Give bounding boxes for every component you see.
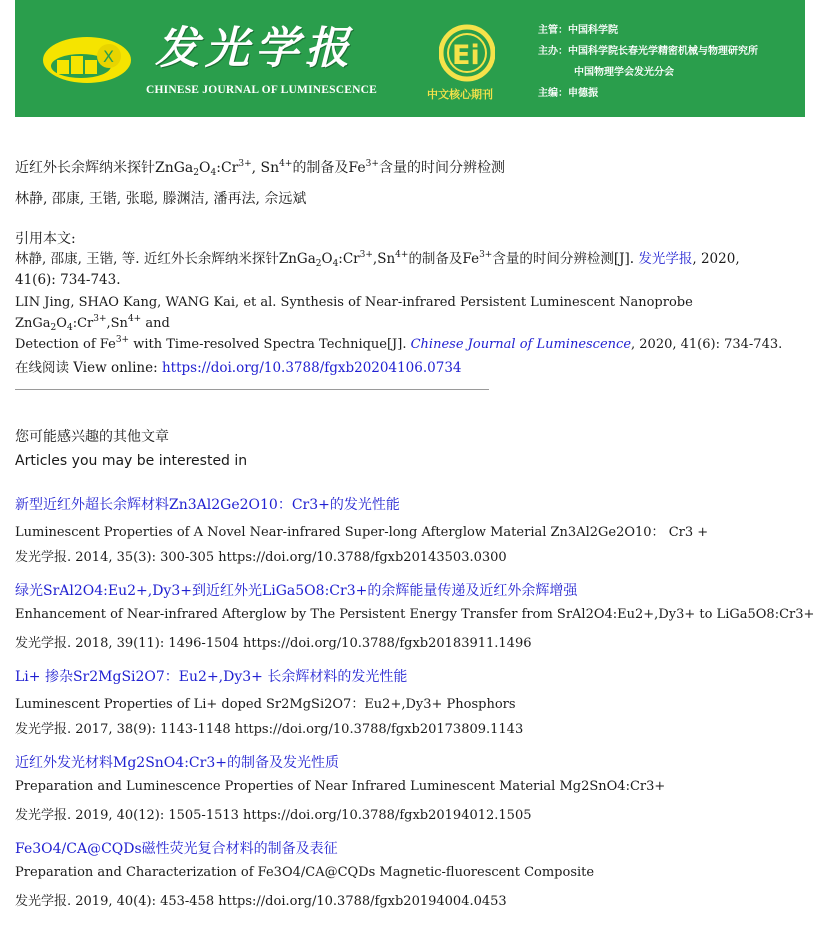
related-article-title-en: Preparation and Characterization of Fe3O4/CA@CQDs Magnetic-fluorescent Composite [15, 865, 595, 880]
citation-cn: 林静, 邵康, 王锴, 等. 近红外长余辉纳米探针$ZnGa_2O_4:Cr^{3+},Sn^{4+}$的制备及$Fe^{3+}$含量的时间分辨检测[J]. 发光学报, 2020, 41(6): 734-743. [15, 250, 740, 288]
ei-logo-text: Ei [452, 40, 480, 71]
journal-title-cn: 发光学报 [155, 23, 355, 74]
sponsor-row: 主办：中国科学院长春光学精密机械与物理研究所 [538, 46, 758, 57]
article-authors: 林静, 邵康, 王锴, 张聪, 滕渊洁, 潘再法, 佘远斌 [15, 191, 307, 207]
citation-en: LIN Jing, SHAO Kang, WANG Kai, et al. Synthesis of Near-infrared Persistent Luminescent Nanoprobe $ZnGa_2O_4:Cr^{3+},Sn^{4+}$ and Detection of $Fe^{3+}$ with Time-resolved Spectra Technique[J]. Chinese Journal of Luminescence, 2020, 41(6): 734-743. [15, 295, 783, 352]
journal-banner [15, 0, 805, 117]
related-article-title-en: Luminescent Properties of A Novel Near-infrared Super-long Afterglow Material Zn3Al2Ge2O10： Cr3 + [15, 525, 709, 540]
sponsor-row: 主编：申德振 [538, 88, 598, 99]
citation-label: 引用本文: [15, 231, 76, 247]
article-title: 近红外长余辉纳米探针$ZnGa_2O_4:Cr^{3+}$, $Sn^{4+}$的制备及$Fe^{3+}$含量的时间分辨检测 [15, 159, 505, 178]
sponsor-list [538, 20, 758, 104]
sponsor-row: 中国物理学会发光分会 [574, 67, 674, 78]
related-article-title-link[interactable]: 近红外发光材料Mg2SnO4:Cr3+的制备及发光性质 [15, 755, 339, 771]
related-article-ref: 发光学报. 2014, 35(3): 300-305 https://doi.org/10.3788/fgxb20143503.0300 [15, 550, 507, 565]
online-reading: 在线阅读 View online: https://doi.org/10.3788/fgxb20204106.0734 [15, 360, 462, 376]
journal-logo [39, 34, 135, 86]
related-article-ref: 发光学报. 2017, 38(9): 1143-1148 https://doi.org/10.3788/fgxb20173809.1143 [15, 722, 524, 737]
related-heading-en: Articles you may be interested in [15, 453, 248, 469]
journal-title-en: CHINESE JOURNAL OF LUMINESCENCE [146, 84, 378, 96]
journal-link-cn[interactable]: 发光学报 [638, 251, 693, 267]
related-article-ref: 发光学报. 2018, 39(11): 1496-1504 https://doi.org/10.3788/fgxb20183911.1496 [15, 636, 532, 651]
related-article-ref: 发光学报. 2019, 40(4): 453-458 https://doi.org/10.3788/fgxb20194004.0453 [15, 894, 507, 909]
core-journal-caption: 中文核心期刊 [427, 88, 493, 101]
doi-link[interactable]: https://doi.org/10.3788/fgxb20204106.0734 [161, 360, 462, 376]
svg-text:X: X [103, 47, 114, 66]
related-article-title-en: Enhancement of Near-infrared Afterglow by The Persistent Energy Transfer from SrAl2O4:Eu2+,Dy3+ to LiGa5O8:Cr3+ [15, 607, 815, 622]
divider [15, 389, 489, 390]
related-article-ref: 发光学报. 2019, 40(12): 1505-1513 https://doi.org/10.3788/fgxb20194012.1505 [15, 808, 532, 823]
ei-logo [439, 24, 495, 82]
related-article-title-link[interactable]: 新型近红外超长余辉材料Zn3Al2Ge2O10：Cr3+的发光性能 [15, 497, 400, 513]
journal-link-en[interactable]: Chinese Journal of Luminescence [410, 337, 632, 352]
related-article-title-link[interactable]: Fe3O4/CA@CQDs磁性荧光复合材料的制备及表征 [15, 841, 338, 857]
related-article-title-en: Luminescent Properties of Li+ doped Sr2MgSi2O7：Eu2+,Dy3+ Phosphors [15, 697, 516, 712]
related-article-title-link[interactable]: Li+ 掺杂Sr2MgSi2O7：Eu2+,Dy3+ 长余辉材料的发光性能 [15, 669, 408, 685]
sponsor-row: 主管：中国科学院 [538, 25, 618, 36]
related-article-title-en: Preparation and Luminescence Properties of Near Infrared Luminescent Material Mg2SnO4:Cr3+ [15, 779, 666, 794]
related-article-title-link[interactable]: 绿光SrAl2O4:Eu2+,Dy3+到近红外光LiGa5O8:Cr3+的余辉能量传递及近红外余辉增强 [15, 583, 578, 599]
related-heading-cn: 您可能感兴趣的其他文章 [15, 429, 169, 445]
